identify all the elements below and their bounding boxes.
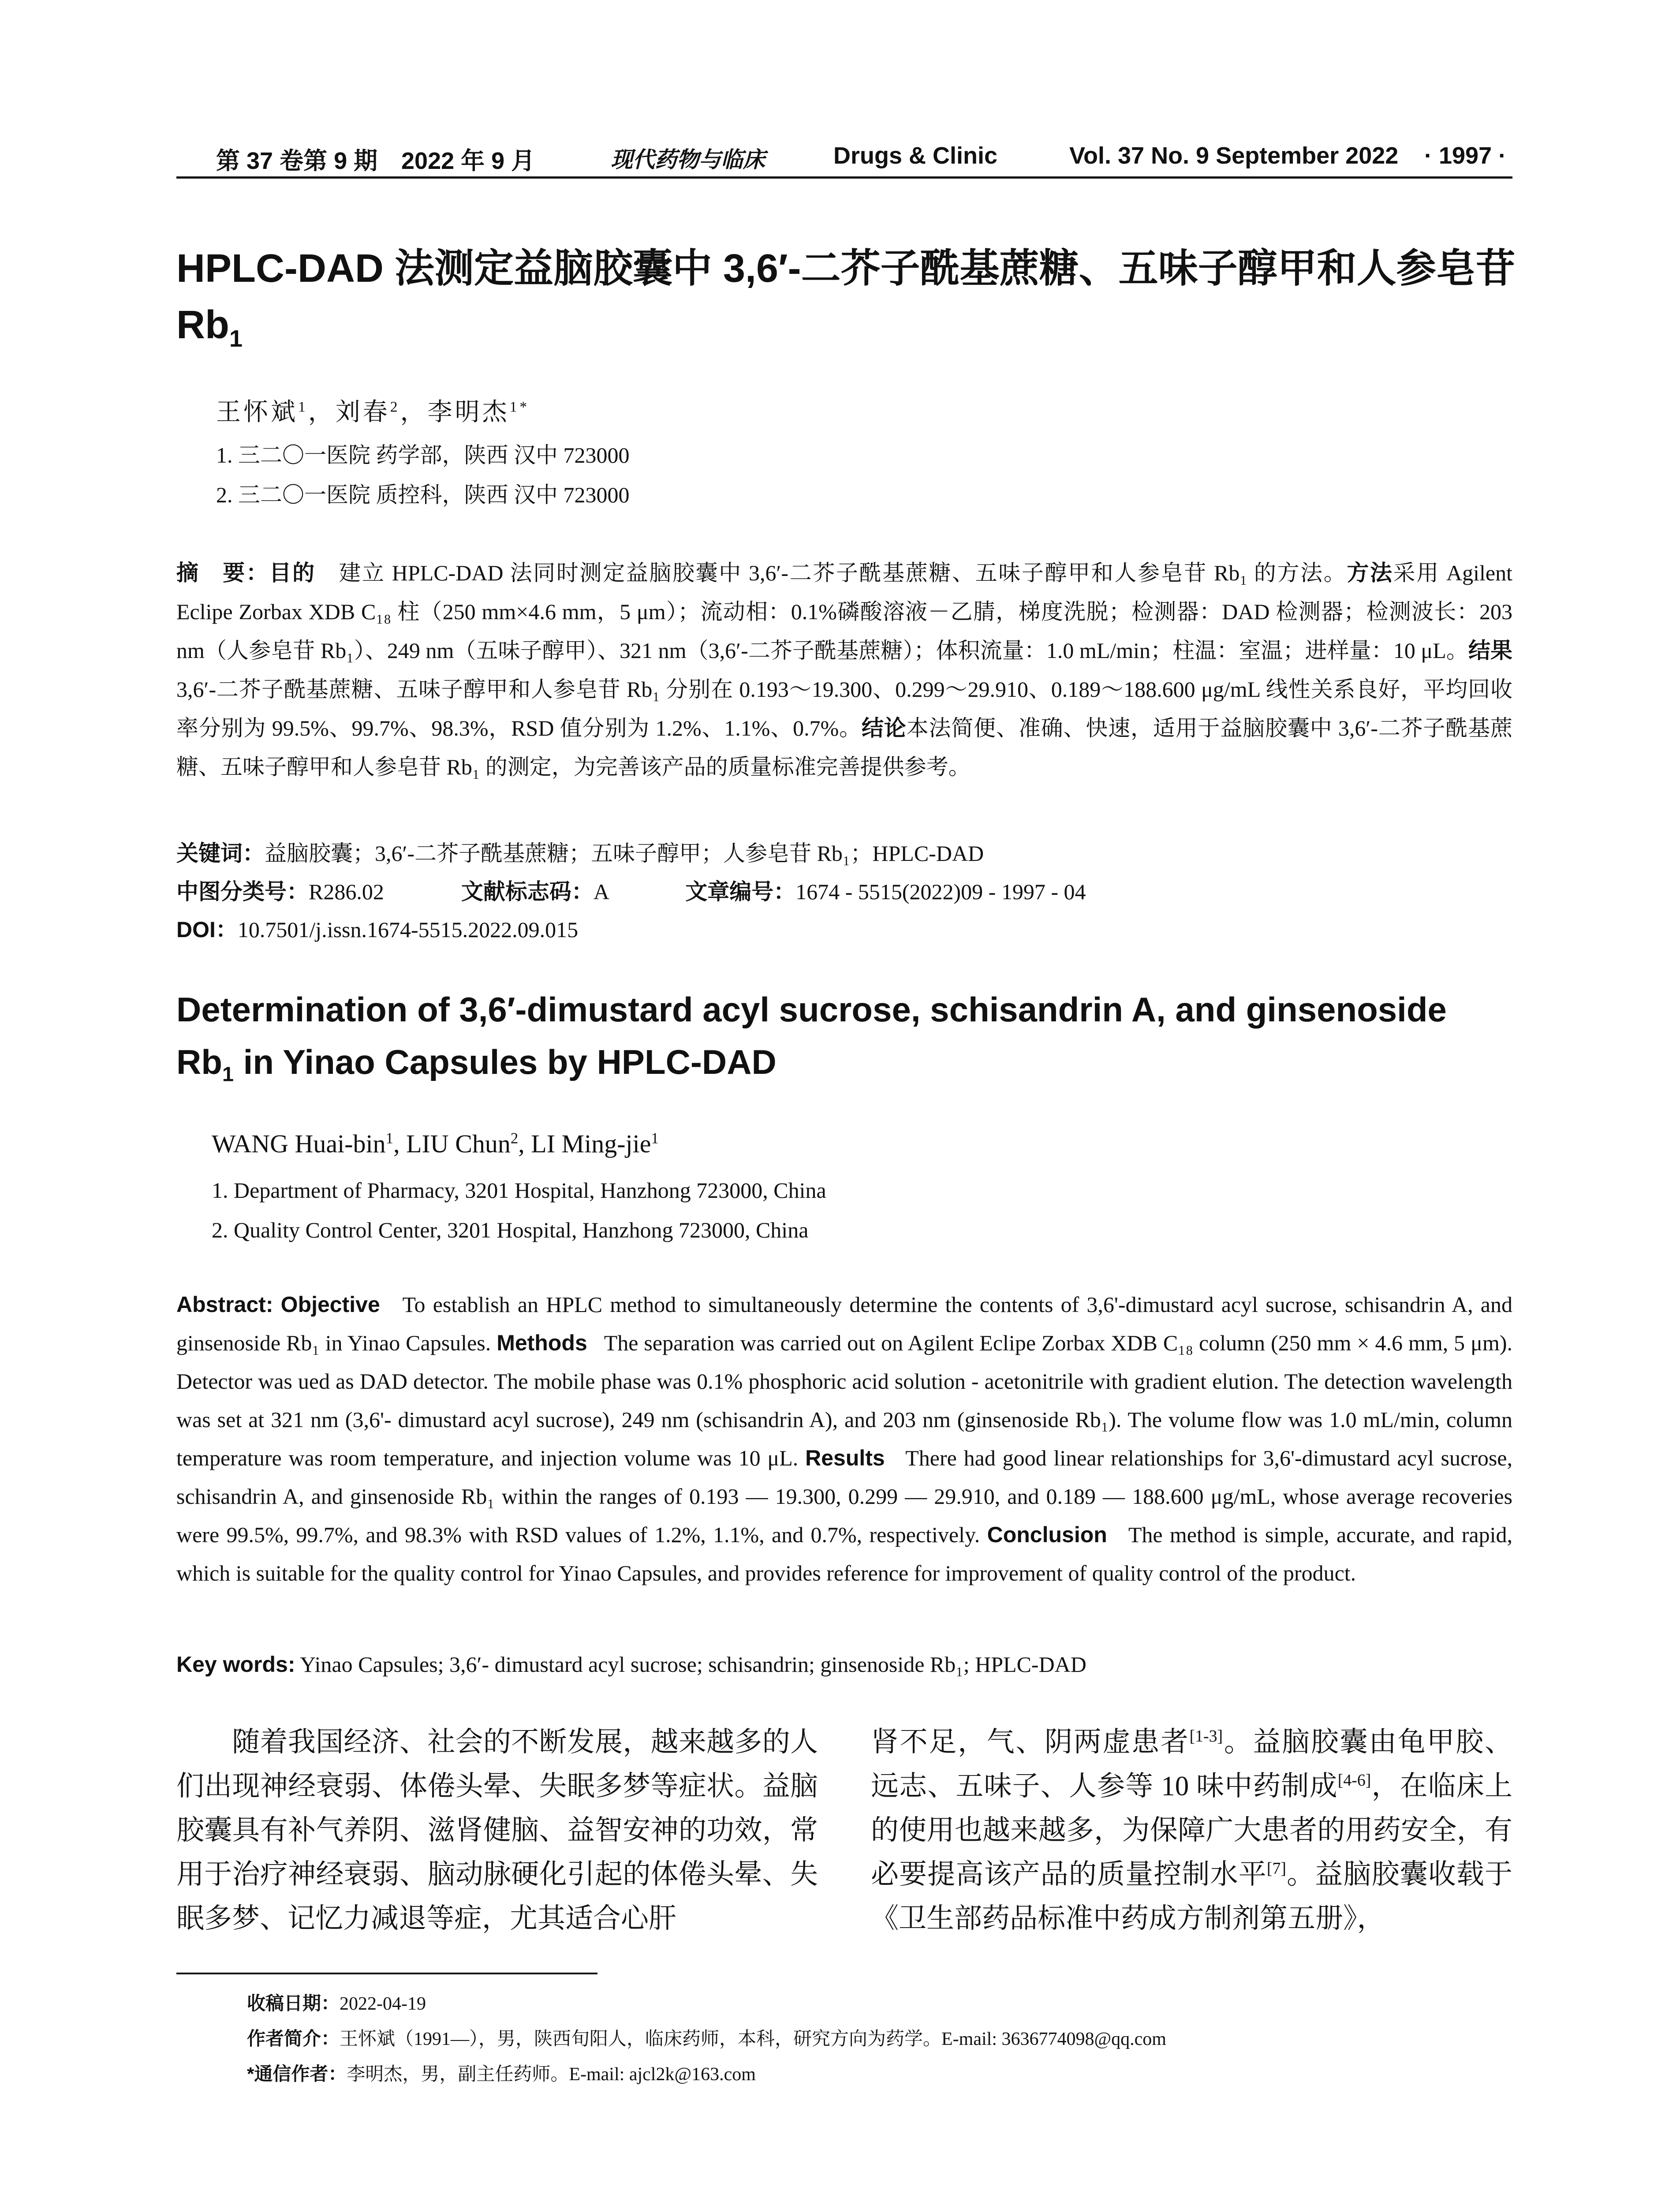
cn-title [176, 240, 1517, 353]
cn-abstract-label: 摘 要： [176, 561, 269, 585]
article-number-value: 1674 - 5515(2022)09 - 1997 - 04 [795, 879, 1086, 904]
cn-keywords [176, 836, 984, 867]
header-volume-en: Vol. 37 No. 9 September 2022 [1069, 142, 1399, 169]
en-keywords [176, 1652, 1512, 1677]
en-results-label: Results [805, 1446, 885, 1470]
cn-author-2: 刘春 [335, 399, 390, 426]
cn-classification [176, 874, 1086, 906]
body-right-part1: 肾不足，气、阴两虚患者 [871, 1727, 1190, 1757]
header-page-number: · 1997 · [1424, 142, 1507, 169]
en-author-1: WANG Huai-bin [212, 1129, 386, 1158]
en-title-main: Determination of 3,6′-dimustard acyl sucrose, schisandrin A, and ginsenoside Rb [176, 990, 1447, 1081]
en-objective-text: To establish an HPLC method to simultaneously determine the contents of 3,6'-dimustard acyl sucrose, schisandrin A, and ginsenoside Rb₁ in Yinao Capsules. [176, 1292, 1512, 1355]
body-column-right [871, 1720, 1512, 1940]
footnote-corresponding [247, 2059, 756, 2086]
clc-label: 中图分类号： [176, 879, 309, 904]
article-number-label: 文章编号： [685, 879, 796, 904]
en-conclusion-label: Conclusion [987, 1522, 1107, 1547]
body-right-part3: ，在临床上的使用也越来越多，为保障广大患者的用药安全，有必要提高该产品的质量控制水平 [871, 1771, 1513, 1890]
cn-keywords-text: 益脑胶囊；3,6′-二芥子酰基蔗糖；五味子醇甲；人参皂苷 Rb₁；HPLC-DAD [265, 841, 984, 866]
citation-ref[interactable]: [1-3] [1189, 1727, 1223, 1745]
cn-results-text: 3,6′-二芥子酰基蔗糖、五味子醇甲和人参皂苷 Rb₁ 分别在 0.193～19.300、0.299～29.910、0.189～188.600 μg/mL 线性关系良好，平均回收率分别为 99.5%、99.7%、98.3%，RSD 值分别为 1.2%、1.1%、0.7%。 [176, 677, 1512, 740]
cn-author-2-affil: 2 [390, 399, 400, 415]
doc-code-label: 文献标志码： [461, 879, 594, 904]
received-value: 2022-04-19 [340, 1994, 426, 2014]
en-author-3: LI Ming-jie [531, 1129, 651, 1158]
cn-affiliation-2: 2. 三二〇一医院 质控科，陕西 汉中 723000 [216, 482, 630, 507]
en-keywords-text: Yinao Capsules; 3,6′- dimustard acyl sucrose; schisandrin; ginsenoside Rb₁; HPLC-DAD [300, 1652, 1086, 1677]
doi-value[interactable]: 10.7501/j.issn.1674-5515.2022.09.015 [237, 917, 579, 942]
en-authors [212, 1129, 659, 1159]
cn-methods-text: 采用 Agilent Eclipe Zorbax XDB C₁₈ 柱（250 mm×4.6 mm，5 μm）；流动相：0.1%磷酸溶液－乙腈，梯度洗脱；检测器：DAD 检测器；检测波长：203 nm（人参皂苷 Rb₁）、249 nm（五味子醇甲）、321 nm（3,6′-二芥子酰基蔗糖）；体积流量：1.0 mL/min；柱温：室温；进样量：10 μL。 [176, 561, 1513, 663]
en-author-1-affil: 1 [385, 1129, 394, 1147]
en-author-3-affil: 1 [651, 1129, 659, 1147]
body-right-part4: 。益脑胶囊收载于《卫生部药品标准中药成方制剂第五册》， [871, 1859, 1512, 1934]
body-column-left [176, 1720, 818, 1940]
doi-label: DOI： [176, 917, 238, 942]
en-title [176, 983, 1512, 1088]
body-left-text: 随着我国经济、社会的不断发展，越来越多的人们出现神经衰弱、体倦头晕、失眠多梦等症状。益脑胶囊具有补气养阴、滋肾健脑、益智安神的功效，常用于治疗神经衰弱、脑动脉硬化引起的体倦头晕、失眠多梦、记忆力减退等症，尤其适合心肝 [176, 1727, 818, 1934]
en-title-tail: in Yinao Capsules by HPLC-DAD [234, 1043, 777, 1081]
en-author-2: LIU Chun [406, 1129, 511, 1158]
cn-objective-text: 建立 HPLC-DAD 法同时测定益脑胶囊中 3,6′-二芥子酰基蔗糖、五味子醇甲和人参皂苷 Rb₁ 的方法。 [339, 561, 1347, 585]
citation-ref[interactable]: [4-6] [1337, 1771, 1371, 1790]
cn-authors [216, 392, 530, 428]
cn-methods-label: 方法 [1347, 561, 1393, 585]
header-volume-issue: 第 37 卷第 9 期 [216, 148, 378, 174]
en-objective-label: Objective [280, 1292, 380, 1317]
header-journal-cn: 现代药物与临床 [611, 146, 765, 172]
cn-title-main: HPLC-DAD 法测定益脑胶囊中 3,6′-二芥子酰基蔗糖、五味子醇甲和人参皂苷 Rb [176, 247, 1516, 347]
doc-code-value: A [593, 879, 609, 904]
en-methods-text: The separation was carried out on Agilent Eclipe Zorbax XDB C₁₈ column (250 mm × 4.6 mm, 5 μm). Detector was ued as DAD detector. The mobile phase was 0.1% phosphoric acid solution - acetonitrile with gradient elution. The detection wavelength was set at 321 nm (3,6'- dimustard acyl sucrose), 249 nm (schisandrin A), and 203 nm (ginsenoside Rb₁). The volume flow was 1.0 mL/min, column temperature was room temperature, and injection volume was 10 μL. [176, 1330, 1512, 1470]
corr-value: 李明杰，男，副主任药师。E-mail: ajcl2k@163.com [347, 2064, 756, 2085]
cn-conclusion-text: 本法简便、准确、快速，适用于益脑胶囊中 3,6′-二芥子酰基蔗糖、五味子醇甲和人参皂苷 Rb₁ 的测定，为完善该产品的质量标准完善提供参考。 [176, 716, 1513, 779]
footnote-author-bio [247, 2024, 1166, 2051]
cn-affiliation-1: 1. 三二〇一医院 药学部，陕西 汉中 723000 [216, 443, 630, 467]
en-keywords-label: Key words: [176, 1652, 295, 1677]
en-conclusion-text: The method is simple, accurate, and rapid, which is suitable for the quality control for Yinao Capsules, and provides reference for improvement of quality control of the product. [176, 1522, 1513, 1585]
footnote-received [247, 1989, 426, 2015]
en-results-text: There had good linear relationships for 3,6'-dimustard acyl sucrose, schisandrin A, and ginsenoside Rb₁ within the ranges of 0.193 — 19.300, 0.299 — 29.910, and 0.189 — 188.600 μg/mL, whose average recoveries were 99.5%, 99.7%, and 98.3% with RSD values of 1.2%, 1.1%, and 0.7%, respectively. [176, 1446, 1512, 1547]
en-title-sub: 1 [222, 1062, 234, 1086]
citation-ref[interactable]: [7] [1266, 1859, 1286, 1878]
en-affiliation-2: 2. Quality Control Center, 3201 Hospital, Hanzhong 723000, China [212, 1218, 809, 1242]
cn-author-3: 李明杰 [427, 399, 510, 426]
cn-author-sep: ， [400, 399, 428, 426]
running-header [176, 132, 1512, 172]
en-author-2-affil: 2 [510, 1129, 519, 1147]
cn-conclusion-label: 结论 [861, 716, 907, 740]
header-date: 2022 年 9 月 [401, 148, 535, 174]
cn-author-1-affil: 1 [298, 399, 308, 415]
cn-author-1: 王怀斌 [216, 399, 298, 426]
en-author-sep: , [393, 1129, 407, 1158]
header-rule [176, 176, 1512, 179]
cn-author-sep: ， [308, 399, 336, 426]
corr-label: *通信作者： [247, 2063, 347, 2084]
cn-abstract [176, 553, 1512, 786]
bio-value: 王怀斌（1991—），男，陕西旬阳人，临床药师，本科，研究方向为药学。E-mail: 3636774098@qq.com [340, 2029, 1166, 2049]
cn-objective-label: 目的 [269, 561, 316, 585]
bio-label: 作者简介： [247, 2028, 340, 2049]
cn-results-label: 结果 [1468, 638, 1513, 663]
cn-keywords-label: 关键词： [176, 841, 265, 866]
doi [176, 912, 578, 944]
en-abstract-label: Abstract: [176, 1292, 273, 1317]
en-methods-label: Methods [497, 1330, 587, 1355]
cn-author-3-affil: 1* [509, 399, 530, 415]
cn-title-sub: 1 [229, 325, 243, 352]
en-abstract [176, 1286, 1512, 1592]
clc-value: R286.02 [309, 879, 384, 904]
header-journal-en: Drugs & Clinic [833, 142, 998, 169]
received-label: 收稿日期： [247, 1993, 340, 2014]
en-author-sep: , [518, 1129, 531, 1158]
en-affiliation-1: 1. Department of Pharmacy, 3201 Hospital, Hanzhong 723000, China [212, 1178, 826, 1203]
body-right-part2: 。益脑胶囊由龟甲胶、远志、五味子、人参等 10 味中药制成 [871, 1727, 1512, 1801]
footnote-rule [176, 1973, 597, 1974]
